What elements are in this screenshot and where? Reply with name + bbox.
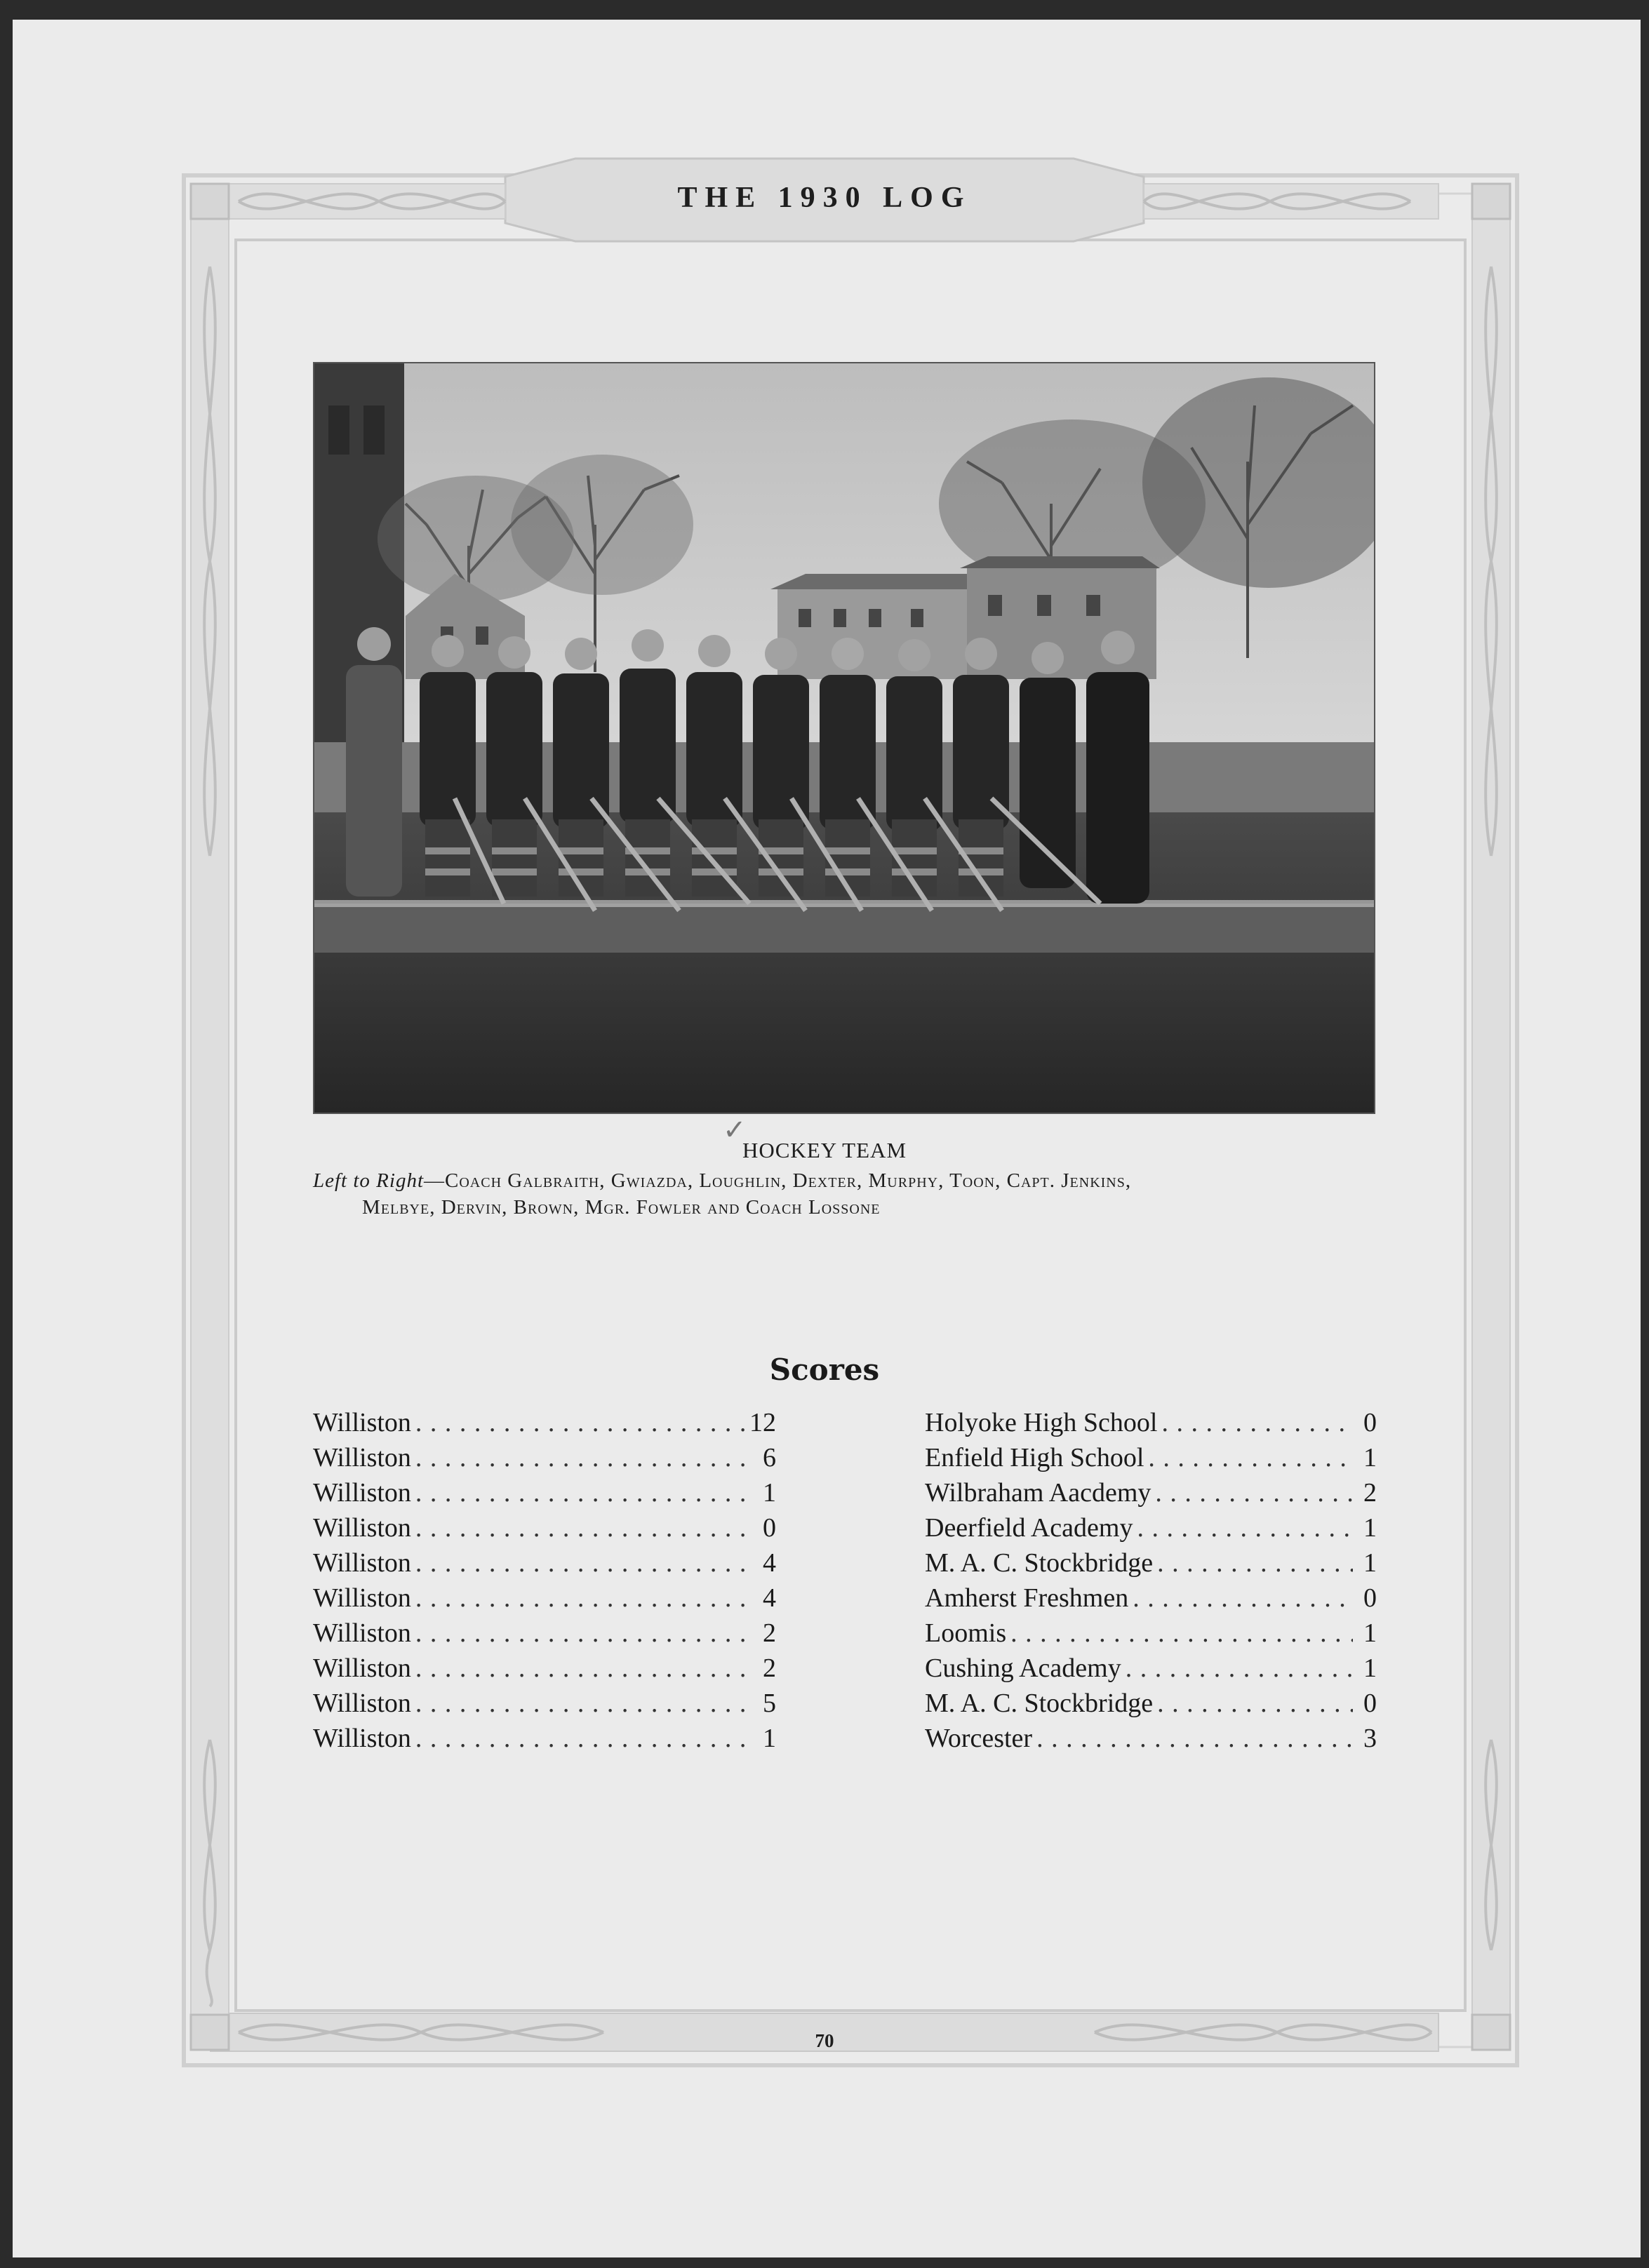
opponent-name: M. A. C. Stockbridge <box>925 1548 1154 1578</box>
team-name: Williston <box>313 1408 411 1437</box>
team-name: Williston <box>313 1443 411 1472</box>
dot-leader <box>1121 1653 1353 1684</box>
team-score: 2 <box>763 1653 776 1683</box>
williston-score-row <box>313 1477 776 1512</box>
team-name: Williston <box>313 1513 411 1543</box>
opponent-name: Amherst Freshmen <box>925 1583 1129 1613</box>
team-photo-image <box>314 363 1374 1113</box>
opponent-name: Enfield High School <box>925 1443 1144 1472</box>
caption-names-line1: Coach Galbraith, Gwiazda, Loughlin, Dexter, Murphy, Toon, Capt. Jenkins, <box>445 1169 1132 1192</box>
team-score: 4 <box>763 1548 776 1578</box>
williston-score-row <box>313 1583 776 1618</box>
dot-leader <box>1153 1688 1353 1719</box>
team-name: Williston <box>313 1689 411 1718</box>
williston-score-row <box>313 1688 776 1723</box>
caption-dash: — <box>424 1169 445 1192</box>
dot-leader <box>411 1653 752 1684</box>
opponent-score: 1 <box>1363 1548 1377 1578</box>
dot-leader <box>411 1688 752 1719</box>
hockey-team-photo <box>313 362 1375 1114</box>
dot-leader <box>411 1407 749 1438</box>
opponent-score-row <box>925 1477 1377 1512</box>
opponent-name: Deerfield Academy <box>925 1513 1133 1543</box>
team-name: Williston <box>313 1724 411 1753</box>
opponent-score: 1 <box>1363 1618 1377 1648</box>
team-score: 2 <box>763 1618 776 1648</box>
team-score: 1 <box>763 1724 776 1753</box>
team-name: Williston <box>313 1653 411 1683</box>
team-score: 5 <box>763 1689 776 1718</box>
williston-score-row <box>313 1407 776 1442</box>
opponent-name: Worcester <box>925 1724 1033 1753</box>
dot-leader <box>1128 1583 1353 1613</box>
opponent-score-row <box>925 1512 1377 1548</box>
opponent-name: M. A. C. Stockbridge <box>925 1689 1154 1718</box>
opponent-score-row <box>925 1548 1377 1583</box>
williston-score-row <box>313 1618 776 1653</box>
opponent-score: 0 <box>1363 1583 1377 1613</box>
page-number: 70 <box>815 2030 834 2051</box>
opponent-score-row <box>925 1653 1377 1688</box>
dot-leader <box>1032 1723 1353 1754</box>
running-title: THE 1930 LOG <box>677 182 972 214</box>
check-mark-icon: ✓ <box>723 1114 747 1146</box>
dot-leader <box>411 1548 752 1578</box>
team-name: Williston <box>313 1478 411 1508</box>
williston-score-row <box>313 1512 776 1548</box>
team-score: 1 <box>763 1478 776 1508</box>
opponent-score: 0 <box>1363 1408 1377 1437</box>
dot-leader <box>411 1477 752 1508</box>
team-name: Williston <box>313 1618 411 1648</box>
williston-score-row <box>313 1548 776 1583</box>
dot-leader <box>1006 1618 1353 1649</box>
williston-score-row <box>313 1442 776 1477</box>
opponent-score: 1 <box>1363 1653 1377 1683</box>
dot-leader <box>1157 1407 1353 1438</box>
dot-leader <box>1153 1548 1353 1578</box>
opponent-name: Holyoke High School <box>925 1408 1158 1437</box>
opponent-score-row <box>925 1688 1377 1723</box>
dot-leader <box>411 1442 752 1473</box>
team-score: 6 <box>763 1443 776 1472</box>
williston-scores-column <box>313 1407 776 1758</box>
caption-names <box>313 1167 1375 1221</box>
team-score: 0 <box>763 1513 776 1543</box>
scores-heading: Scores <box>769 1353 880 1387</box>
williston-score-row <box>313 1723 776 1758</box>
team-name: Williston <box>313 1548 411 1578</box>
dot-leader <box>411 1583 752 1613</box>
dot-leader <box>411 1723 752 1754</box>
dot-leader <box>411 1618 752 1649</box>
opponent-score-row <box>925 1583 1377 1618</box>
opponent-score-row <box>925 1407 1377 1442</box>
opponent-score-row <box>925 1618 1377 1653</box>
williston-score-row <box>313 1653 776 1688</box>
dot-leader <box>1144 1442 1353 1473</box>
opponent-name: Wilbraham Aacdemy <box>925 1478 1151 1508</box>
caption-lead: Left to Right <box>313 1169 424 1192</box>
opponent-scores-column <box>925 1407 1377 1758</box>
opponent-name: Loomis <box>925 1618 1007 1648</box>
team-score: 4 <box>763 1583 776 1613</box>
caption-title: HOCKEY TEAM <box>742 1138 907 1162</box>
opponent-name: Cushing Academy <box>925 1653 1121 1683</box>
dot-leader <box>411 1512 752 1543</box>
opponent-score: 0 <box>1363 1689 1377 1718</box>
caption-names-line2: Melbye, Dervin, Brown, Mgr. Fowler and Coach Lossone <box>362 1196 881 1219</box>
opponent-score-row <box>925 1723 1377 1758</box>
opponent-score: 1 <box>1363 1443 1377 1472</box>
dot-leader <box>1133 1512 1353 1543</box>
opponent-score: 1 <box>1363 1513 1377 1543</box>
opponent-score: 2 <box>1363 1478 1377 1508</box>
team-score: 12 <box>749 1408 776 1437</box>
opponent-score-row <box>925 1442 1377 1477</box>
opponent-score: 3 <box>1363 1724 1377 1753</box>
dot-leader <box>1151 1477 1353 1508</box>
team-name: Williston <box>313 1583 411 1613</box>
